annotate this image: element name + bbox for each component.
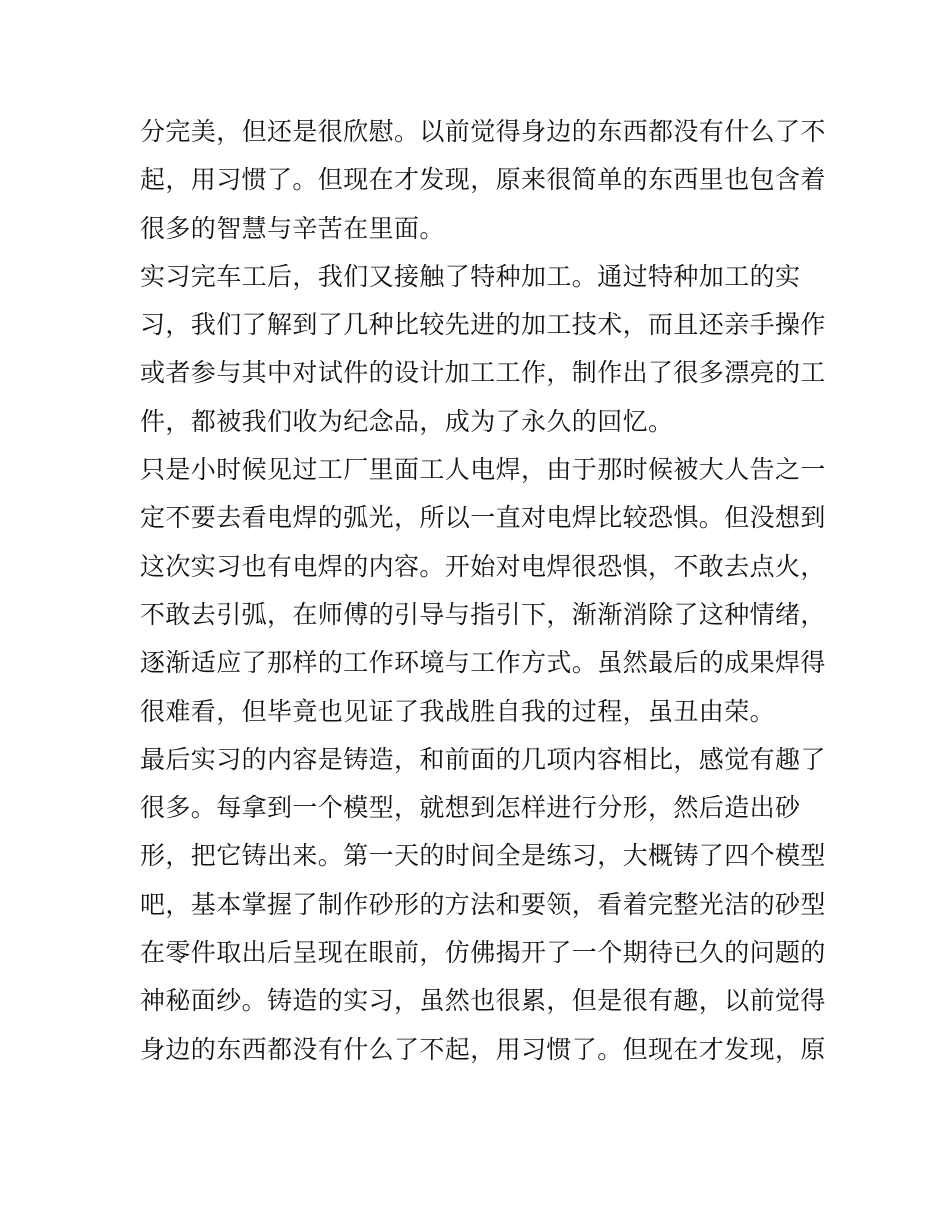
body-text: [140, 108, 826, 1074]
text-line: 这次实习也有电焊的内容。开始对电焊很恐惧，不敢去点火，: [140, 551, 826, 581]
text-line: 很难看，但毕竟也见证了我战胜自我的过程，虽丑由荣。: [140, 696, 776, 726]
text-line: 逐渐适应了那样的工作环境与工作方式。虽然最后的成果焊得: [140, 648, 826, 678]
text-line: 分完美，但还是很欣慰。以前觉得身边的东西都没有什么了不: [140, 117, 826, 146]
text-line: 身边的东西都没有什么了不起，用习惯了。但现在才发现，原: [140, 1034, 826, 1064]
text-line: 很多。每拿到一个模型，就想到怎样进行分形，然后造出砂: [140, 793, 801, 823]
text-line: 在零件取出后呈现在眼前，仿佛揭开了一个期待已久的问题的: [140, 938, 826, 968]
text-line: 最后实习的内容是铸造，和前面的几项内容相比，感觉有趣了: [140, 744, 826, 774]
text-line: 不敢去引弧，在师傅的引导与指引下，渐渐消除了这种情绪，: [140, 599, 826, 629]
text-line: 神秘面纱。铸造的实习，虽然也很累，但是很有趣，以前觉得: [140, 986, 826, 1016]
text-line: 件，都被我们收为纪念品，成为了永久的回忆。: [140, 406, 674, 436]
text-line: 吧，基本掌握了制作砂形的方法和要领，看着完整光洁的砂型: [140, 889, 826, 919]
text-line: 起，用习惯了。但现在才发现，原来很简单的东西里也包含着: [140, 165, 826, 195]
text-line: 定不要去看电焊的弧光，所以一直对电焊比较恐惧。但没想到: [140, 503, 826, 533]
text-line: 习，我们了解到了几种比较先进的加工技术，而且还亲手操作: [140, 310, 826, 340]
text-line: 或者参与其中对试件的设计加工工作，制作出了很多漂亮的工: [140, 358, 826, 388]
text-line: 很多的智慧与辛苦在里面。: [140, 213, 445, 243]
text-line: 只是小时候见过工厂里面工人电焊，由于那时候被大人告之一: [140, 455, 826, 485]
text-line: 形，把它铸出来。第一天的时间全是练习，大概铸了四个模型: [140, 841, 826, 871]
text-line: 实习完车工后，我们又接触了特种加工。通过特种加工的实: [140, 261, 801, 291]
